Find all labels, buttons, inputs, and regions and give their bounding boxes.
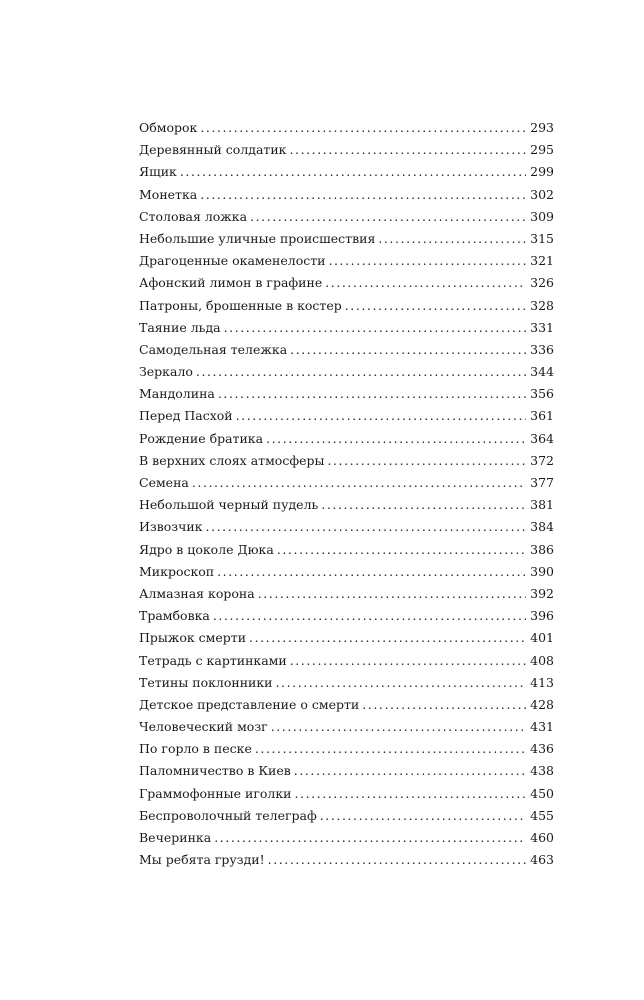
- toc-entry: [139, 539, 554, 561]
- dot-leader: [290, 650, 526, 672]
- toc-entry: [139, 206, 554, 228]
- toc-entry-page-number: 438: [530, 763, 554, 779]
- toc-entry-title: Ящик: [139, 164, 177, 180]
- toc-entry: [139, 361, 554, 383]
- toc-entry-page-number: 295: [530, 142, 554, 158]
- toc-entry-title: В верхних слоях атмосферы: [139, 452, 325, 468]
- toc-entry-title: Вечеринка: [139, 830, 212, 845]
- toc-entry-title: Рождение братика: [139, 430, 264, 446]
- dot-leader: [217, 561, 526, 583]
- toc-entry: [139, 228, 554, 250]
- toc-entry-page-number: 386: [530, 541, 554, 557]
- toc-entry-title: Столовая ложка: [139, 208, 248, 224]
- toc-entry: [139, 450, 554, 472]
- toc-entry-title: Беспроволочный телеграф: [139, 807, 317, 823]
- dot-leader: [255, 738, 526, 760]
- toc-entry-title: Обморок: [139, 120, 198, 135]
- toc-entry-title: Паломничество в Киев: [139, 763, 291, 779]
- toc-entry-title: Афонский лимон в графине: [139, 275, 323, 291]
- toc-entry-page-number: 392: [530, 585, 554, 601]
- dot-leader: [325, 272, 526, 294]
- dot-leader: [320, 805, 526, 827]
- dot-leader: [206, 516, 526, 538]
- toc-entry-page-number: 390: [530, 563, 554, 579]
- toc-entry: [139, 250, 554, 272]
- toc-entry-page-number: 384: [530, 519, 554, 535]
- dot-leader: [266, 428, 526, 450]
- toc-entry: [139, 716, 554, 738]
- toc-entry-page-number: 463: [530, 852, 554, 868]
- toc-entry: [139, 561, 554, 583]
- dot-leader: [321, 494, 526, 516]
- toc-entry-page-number: 413: [530, 674, 554, 690]
- toc-entry-title: Небольшие уличные происшествия: [139, 230, 376, 246]
- toc-entry: [139, 295, 554, 317]
- toc-entry: [139, 805, 554, 827]
- toc-entry-title: Ядро в цоколе Дюка: [139, 541, 274, 557]
- toc-entry: [139, 405, 554, 427]
- toc-entry: [139, 827, 554, 849]
- toc-entry-title: Алмазная корона: [139, 585, 255, 601]
- toc-entry-page-number: 450: [530, 785, 554, 801]
- toc-entry-title: Семена: [139, 475, 189, 490]
- dot-leader: [250, 206, 526, 228]
- toc-entry-title: Мы ребята грузди!: [139, 852, 265, 868]
- toc-entry-page-number: 315: [530, 230, 554, 246]
- toc-entry-title: Прыжок смерти: [139, 630, 247, 646]
- toc-entry-title: Извозчик: [139, 519, 203, 535]
- toc-entry: [139, 272, 554, 294]
- toc-entry: [139, 605, 554, 627]
- dot-leader: [200, 184, 526, 206]
- toc-entry-title: Зеркало: [139, 364, 193, 380]
- toc-entry-page-number: 455: [530, 807, 554, 823]
- toc-entry-title: Деревянный солдатик: [139, 142, 287, 158]
- toc-entry: [139, 760, 554, 782]
- toc-entry: [139, 627, 554, 649]
- dot-leader: [192, 472, 526, 494]
- toc-entry-page-number: 381: [530, 497, 554, 513]
- toc-entry: [139, 650, 554, 672]
- toc-entry-page-number: 361: [530, 408, 554, 424]
- toc-entry: [139, 672, 554, 694]
- dot-leader: [271, 716, 526, 738]
- toc-entry-page-number: 331: [530, 319, 554, 335]
- dot-leader: [362, 694, 526, 716]
- dot-leader: [200, 117, 526, 139]
- toc-entry: [139, 161, 554, 183]
- toc-entry-title: Детское представление о смерти: [139, 696, 360, 712]
- toc-entry-page-number: 326: [530, 275, 554, 291]
- toc-entry: [139, 516, 554, 538]
- toc-entry-page-number: 299: [530, 164, 554, 180]
- toc-entry-title: Драгоценные окаменелости: [139, 253, 326, 269]
- toc-entry: [139, 494, 554, 516]
- toc-entry-title: Трамбовка: [139, 608, 210, 624]
- toc-entry: [139, 184, 554, 206]
- dot-leader: [289, 139, 526, 161]
- toc-entry-page-number: 336: [530, 341, 554, 357]
- toc-entry-page-number: 364: [530, 430, 554, 446]
- dot-leader: [345, 295, 526, 317]
- toc-entry: [139, 783, 554, 805]
- toc-entry-page-number: 460: [530, 830, 554, 845]
- table-of-contents: [139, 117, 554, 871]
- toc-entry-page-number: 344: [530, 364, 554, 380]
- toc-entry-title: Тетины поклонники: [139, 674, 273, 690]
- toc-entry-page-number: 356: [530, 386, 554, 402]
- toc-entry-page-number: 396: [530, 608, 554, 624]
- toc-entry: [139, 139, 554, 161]
- dot-leader: [294, 783, 526, 805]
- toc-entry-title: Самодельная тележка: [139, 341, 288, 357]
- toc-entry: [139, 694, 554, 716]
- toc-entry-page-number: 408: [530, 652, 554, 668]
- dot-leader: [290, 339, 526, 361]
- toc-entry-page-number: 321: [530, 253, 554, 269]
- dot-leader: [268, 849, 526, 871]
- toc-entry-page-number: 436: [530, 741, 554, 757]
- toc-entry-title: Мандолина: [139, 386, 215, 402]
- toc-entry-page-number: 431: [530, 719, 554, 735]
- dot-leader: [218, 383, 526, 405]
- dot-leader: [196, 361, 526, 383]
- toc-entry: [139, 383, 554, 405]
- dot-leader: [277, 539, 526, 561]
- toc-entry-page-number: 401: [530, 630, 554, 646]
- toc-entry-title: Патроны, брошенные в костер: [139, 297, 342, 313]
- toc-entry: [139, 317, 554, 339]
- toc-entry-title: По горло в песке: [139, 741, 252, 757]
- toc-entry: [139, 849, 554, 871]
- toc-entry-title: Микроскоп: [139, 563, 215, 579]
- toc-entry-page-number: 372: [530, 452, 554, 468]
- toc-entry-title: Перед Пасхой: [139, 408, 233, 424]
- toc-entry-page-number: 293: [530, 120, 554, 135]
- dot-leader: [249, 627, 526, 649]
- dot-leader: [276, 672, 526, 694]
- toc-entry-page-number: 309: [530, 208, 554, 224]
- dot-leader: [214, 827, 526, 849]
- toc-entry-title: Таяние льда: [139, 319, 221, 335]
- toc-entry-page-number: 328: [530, 297, 554, 313]
- toc-entry-page-number: 302: [530, 186, 554, 202]
- toc-entry-title: Небольшой черный пудель: [139, 497, 319, 513]
- dot-leader: [236, 405, 526, 427]
- toc-entry-title: Человеческий мозг: [139, 719, 268, 735]
- toc-entry: [139, 117, 554, 139]
- toc-entry-page-number: 428: [530, 696, 554, 712]
- dot-leader: [224, 317, 526, 339]
- dot-leader: [258, 583, 526, 605]
- toc-entry: [139, 428, 554, 450]
- dot-leader: [213, 605, 526, 627]
- toc-entry: [139, 738, 554, 760]
- toc-entry-page-number: 377: [530, 475, 554, 490]
- toc-entry: [139, 472, 554, 494]
- dot-leader: [327, 450, 526, 472]
- dot-leader: [328, 250, 526, 272]
- dot-leader: [294, 760, 526, 782]
- toc-entry: [139, 583, 554, 605]
- dot-leader: [180, 161, 526, 183]
- toc-entry-title: Монетка: [139, 186, 198, 202]
- dot-leader: [378, 228, 526, 250]
- toc-entry-title: Тетрадь с картинками: [139, 652, 287, 668]
- toc-entry: [139, 339, 554, 361]
- toc-entry-title: Граммофонные иголки: [139, 785, 292, 801]
